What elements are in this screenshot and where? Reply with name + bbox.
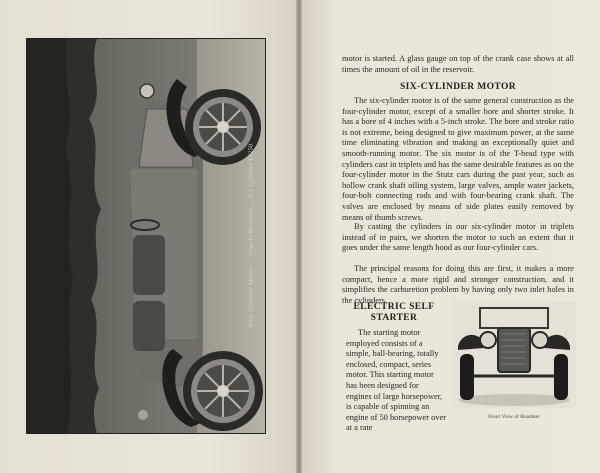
- electric-starter-paragraph: The starting motor employed consists of a simple, ball-bearing, totally enclosed, compact, series motor. This starting motor has been designed for engines of large horsepower, is capable of spinning an engine of 50 horsepower over at a rate: [346, 328, 447, 433]
- book-gutter: [296, 0, 302, 473]
- six-cylinder-paragraph-3: The principal reasons for doing this are first, it makes a more compact, hence a more rigid and stronger construction, and it simplifies the carburetion problem by having only two inlet holes in the cylinders.: [342, 264, 574, 305]
- roadster-illustration: [27, 39, 265, 433]
- electric-starter-heading: ELECTRIC SELF STARTER: [353, 302, 435, 323]
- roadster-side-photo: [26, 38, 266, 434]
- six-cylinder-paragraph-1: The six-cylinder motor is of the same general construction as the four-cylinder motor, except of a smaller bore and shorter stroke. It has a bore of 4 inches with a 5-inch stroke. The bore and stroke ratio is not extreme, being designed to give maximum power, at the same time eliminating vibration and making an exceptionally quiet and smooth-running motor. The six motor is of the T-head type with cylinders cast in triplets and has the same desirable features as on the four-cylinder motor in the Stutz cars during the past year, such as hollow crank shaft oiling system, large valves, ample water jackets, four-bolt connecting rods and with four-bearing crank shaft. The valves are enclosed by means of side plates easily removed by means of thumb screws.: [342, 96, 574, 222]
- continued-paragraph: motor is started. A glass gauge on top of the crank case shows at all times the amount of oil in the reservoir.: [342, 54, 574, 74]
- photo-caption-text: Four Cylinder Motor — Torpedo Roadster — Six Cylinder $2250: [247, 143, 255, 327]
- roadster-front-photo: [452, 302, 576, 408]
- photo-caption: [244, 90, 258, 380]
- six-cylinder-heading: SIX-CYLINDER MOTOR: [399, 82, 517, 92]
- six-cylinder-paragraph-2: By casting the cylinders in our six-cylinder motor in triplets instead of in pairs, we shorten the motor to such an extent that it goes under the same length hood as our four-cylinder cars.: [342, 222, 574, 253]
- roadster-front-illustration: [452, 302, 576, 408]
- front-view-caption: Front View of Roadster: [488, 414, 540, 420]
